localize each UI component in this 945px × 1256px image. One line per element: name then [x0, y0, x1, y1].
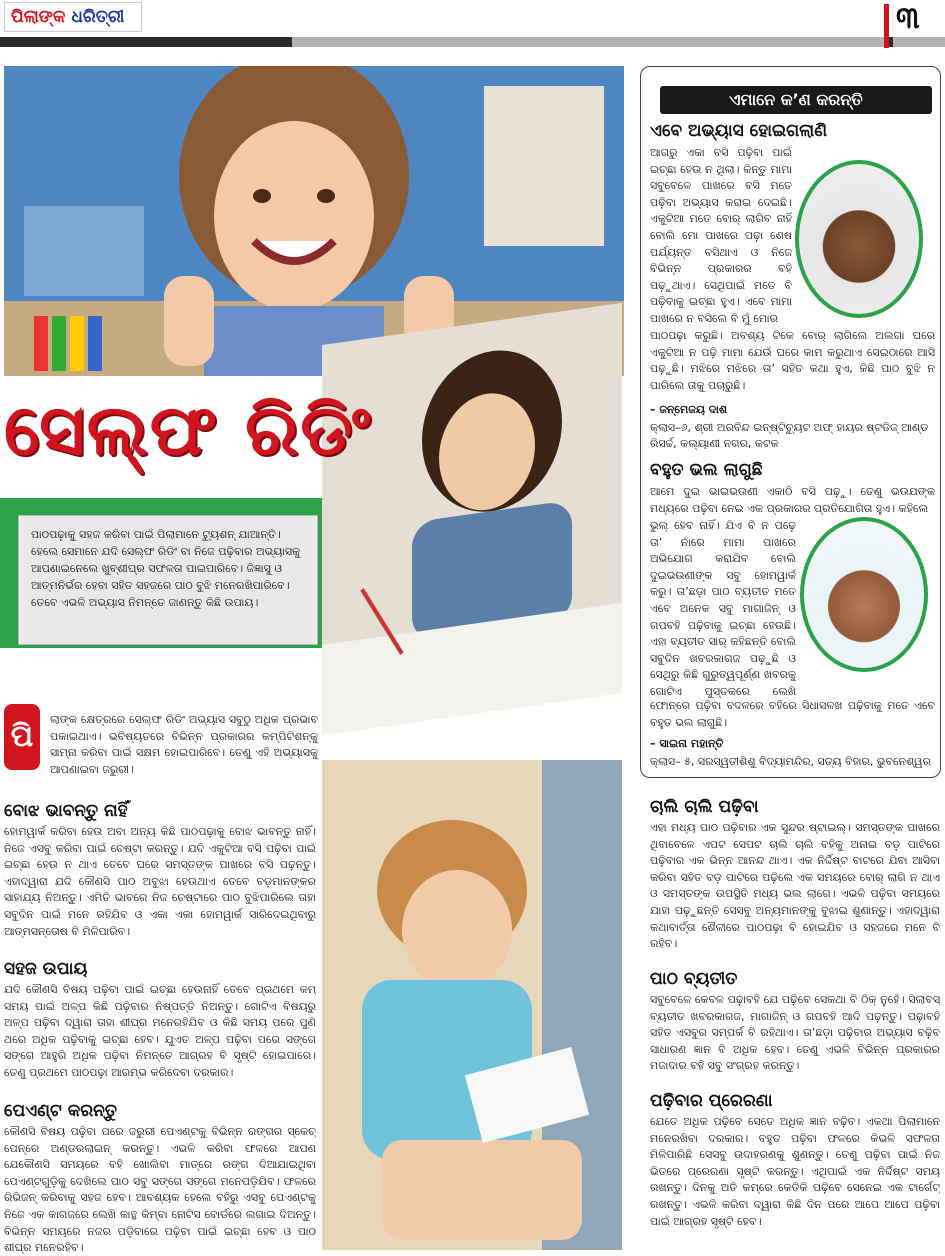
boy-portrait-photo [795, 160, 923, 318]
sidebar-item-detail: କ୍ଲାସ– ୫, ସରସ୍ୱତୀଶିଶୁ ବିଦ୍ୟାମନ୍ଦିର, ସତ୍ୟ ବିହାର, ଭୁବନେଶ୍ୱର [650, 755, 931, 768]
sidebar-item-text: ପାଠପଢ଼ା କରୁଛି। ଅବଶ୍ୟ ଟିକେ ବୋର୍ ଲାଗିଲେ ଅଲଗା ଘରେ ଏକୁଟିଆ ନ ପଢ଼ି ମାମା ଯେଉଁ ଘରେ କାମ କରୁଥାଏ ସେଇଠାରେ ଆସି ପଢ଼ୁଛି। ମଝିରେ ମଝିରେ ତା’ ସହିତ କଥା ହୁଏ, କିଛି ପାଠ ବୁଝି ନ ପାରିଲେ ତାକୁ ପଚାରୁଛି। [650, 329, 935, 392]
sidebar-item-detail: କ୍ଲାସ–୬, ଶ୍ରୀ ଅରବିନ୍ଦ ଇନ୍‌ଷ୍ଟିଚ୍ୟୁଟ ଅଫ୍ ହାୟର ଷ୍ଟଡିଜ୍ ଆଣ୍ଡ ରିସର୍ଚ୍ଚ, କଲ୍ୟାଣୀ ନଗର, କଟକ [650, 421, 929, 450]
boy-reading-illustration [322, 760, 622, 1250]
sidebar-item-title: ଏବେ ଅଭ୍ୟାସ ହୋଇଗଲାଣି [650, 121, 828, 141]
girl-writing-photo [322, 303, 622, 735]
section-heading: ସହଜ ଉପାୟ [4, 959, 88, 979]
drop-cap: ପି [4, 704, 40, 770]
section-heading: ଚାଲି ଚାଲି ପଢ଼ିବା [650, 797, 759, 817]
newspaper-logo [4, 2, 142, 32]
sidebar-heading: ଏମାନେ କ’ଣ କରନ୍ତି [660, 86, 932, 114]
sidebar-item-title: ବହୁତ ଭଲ ଲାଗୁଛି [650, 460, 763, 480]
section-text: ଏହା ମଧ୍ୟ ପାଠ ପଢ଼ିବାର ଏକ ସୁନ୍ଦର ଷ୍ଟାଇଲ୍। ସମସ୍ତଙ୍କ ପାଖରେ ଥିବାବେଳେ ଏପଟ ସେପଟ ଚାଲି ଚାଲି ବହିକୁ ଅନାଇ ବଡ଼ ପାଟିରେ ପଢ଼ିବାର ଏକ ଭିନ୍ନ ଆନନ୍ଦ ଥାଏ। ଏକ ନିର୍ଦ୍ଦିଷ୍ଟ ବାଟରେ ଯିବା ଆସିବା କରିବା ସହିତ ବଡ଼ ପାଟିରେ ପଢ଼ିଲେ ଏକ ସମୟରେ ବୋର୍ ଲାଗି ନ ଥାଏ ଓ ସମସ୍ତଙ୍କ ଉପସ୍ଥିତି ମଧ୍ୟ ଭଲ ଲାଗେ। ଏଭଳି ପଢ଼ିବା ସମୟରେ ଯାହା ପଢ଼ୁଛନ୍ତି ସେସବୁ ଅନ୍ୟମାନଙ୍କୁ ବୁଝାଇ ଶୁଣାନ୍ତୁ। ଏହାଦ୍ୱାରା କଥାବାର୍ତ୍ତା ଶୈଳୀରେ ପାଠପଢ଼ା ବି ହୋଇଯିବ ଓ ସହଜରେ ମନେ ବି ରହିବ। [650, 821, 940, 951]
sidebar-item-name: – ଜନ୍ମେଜୟ ଦାଶ [650, 403, 728, 416]
girl-writing-illustration [322, 303, 622, 735]
page-number: ୩ [896, 1, 920, 36]
logo-part1: ପିଲାଙ୍କ [11, 7, 66, 27]
logo-part2: ଧରିତ୍ରୀ [71, 7, 125, 27]
section-text: ହୋମୱାର୍କ କରିବା ହେଉ ଅବା ଅନ୍ୟ କିଛି ପାଠପଢ଼ାକୁ ବୋଝ ଭାବନ୍ତୁ ନାହିଁ। ନିଜେ ଏସବୁ କରିବା ପାଇଁ ଚେଷ୍ଟା କରନ୍ତୁ। ଯଦି ଏକୁଟିଆ ବସି ପଢ଼ିବା ପାଇଁ ଇଚ୍ଛା ହେଉ ନ ଥାଏ ତେବେ ଘରେ ସମସ୍ତଙ୍କ ପାଖରେ ବସି ପଢ଼ନ୍ତୁ। ଏହାଦ୍ୱାରା ଯଦି କୌଣସି ପାଠ ଅବୁଝା ହେଉଥାଏ ତେବେ ବଡ଼ମାନଙ୍କର ସାହାଯ୍ୟ ନିଅନ୍ତୁ। ଏମିତି ଭାବରେ ନିଜ ଚେଷ୍ଟାରେ ପାଠ ବୁଝିପାରିଲେ ତାହା ସବୁଦିନ ପାଇଁ ମନେ ରହିଯିବ ଓ ଏକା ଏକା ହୋମୱାର୍କ ସାରିଦେଇଥିବାରୁ ଆତ୍ମସନ୍ତୋଷ ବି ମିଳିପାରିବ। [4, 825, 316, 938]
section-text: ଯେତେ ଅଧିକ ପଢ଼ିବେ ସେତେ ଅଧିକ ଜ୍ଞାନ ବଢ଼ିବ। ଏକଥା ପିଲାମାନେ ମନେରଖିବା ଦରକାର। ବହୁତ ପଢ଼ିବା ଫଳରେ କିଭଳି ସଫଳତା ମିଳିପାରିଛି ସେସବୁ ଉଦାହରଣକୁ ଶୁଣନ୍ତୁ। ତେଣୁ ପଢ଼ିବା ପାଇଁ ନିଜ ଭିତରେ ପ୍ରେରଣା ସୃଷ୍ଟି କରନ୍ତୁ। ଏଥିପାଇଁ ଏକ ନିର୍ଦ୍ଦିଷ୍ଟ ସମୟ ରଖନ୍ତୁ। ଦିନକୁ ଅତି କମ୍‌ରେ କେତିକି ପଢ଼ିବେ ସେନେଇ ଏକ ଟାର୍ଗେଟ୍ ରଖନ୍ତୁ। ଏଭଳି କରିବା ଦ୍ୱାରା କିଛି ଦିନ ପରେ ଆପେ ଆପେ ପଢ଼ିବା ପାଇଁ ଆଗ୍ରହ ସୃଷ୍ଟି ହେବ। [650, 1115, 940, 1228]
intro-box: ପାଠପଢ଼ାକୁ ସହଜ କରିବା ପାଇଁ ପିଲାମାନେ ଟ୍ୟୁଶନ୍ ଯାଆନ୍ତି। ହେଲେ ସେମାନେ ଯଦି ସେଲ୍ଫ ରିଡିଂ ବା ନିଜେ ପଢ଼ିବାର ଅଭ୍ୟାସକୁ ଆପଣାଇନେଲେ ଖୁବ୍‌ଶୀଘ୍ର ସଫଳତା ପାଇପାରିବେ। ଜିଜ୍ଞାସୁ ଓ ଆତ୍ମନିର୍ଭର ହେବା ସହିତ ସହଜରେ ପାଠ ବୁଝି ମନେରଖିପାରିବେ। ତେବେ ଏଭଳି ଅଭ୍ୟାସ ନିମନ୍ତେ ଜାଣନ୍ତୁ କିଛି ଉପାୟ। [18, 515, 318, 645]
section-heading: ପାଠ ବ୍ୟତୀତ [650, 969, 738, 989]
section-text: କୌଣସି ବିଷୟ ପଢ଼ିବା ପରେ ଜରୁରୀ ପେଏଣ୍ଟକୁ ବିଭିନ୍ନ ରଙ୍ଗର ସ୍କେଚ୍ ପେନ୍‌ରେ ଅଣ୍ଡରଲାଇନ୍ କରନ୍ତୁ। ଏଭଳି କରିବା ଫଳରେ ଆପଣ ଯେକୌଣସି ସମୟରେ ବହି ଖୋଲିବା ମାତ୍ରେ ରଙ୍ଗ ଦିଆଯାଇଥିବା ପେଏଣ୍ଟଗୁଡ଼ିକୁ ଦେଖିଲେ ପାଠ ସବୁ ସଙ୍ଗେ ସଙ୍ଗେ ମନେପଡ଼ିଯିବ। ଫଳରେ ରିଭିଜନ୍ କରିବାକୁ ସହଜ ହେବ। ଆବଶ୍ୟକ ହେଲେ ବହିରୁ ଏସବୁ ପେଏଣ୍ଟକୁ ନିଜେ ଏକ କାଗଜରେ ଲେଖି କାନ୍ଥ କିମ୍ବା ନୋଟିସ ବୋର୍ଡରେ ଲଗାଇ ଦିଅନ୍ତୁ। ବିଭିନ୍ନ ସମୟରେ ନଜର ପଡ଼ିବାରେ ପଢ଼ିବା ପାଇଁ ଇଚ୍ଛା ହେବ ଓ ପାଠ ଶୀଘ୍ର ମନେରହିବ। [4, 1125, 316, 1254]
section-text: ଯଦି କୌଣସି ବିଷୟ ପଢ଼ିବା ପାଇଁ ଇଚ୍ଛା ହେଉନାହିଁ ତେବେ ପ୍ରଥମେ କମ୍ ସମୟ ପାଇଁ ଅଳ୍ପ କିଛି ପଢ଼ିବାର ନିଷ୍ପତ୍ତି ନିଅନ୍ତୁ। ଗୋଟିଏ ବିଷୟରୁ ଅଳ୍ପ ପଢ଼ିବା ଦ୍ୱାରା ତାହା ଶୀଘ୍ର ମନେରହିଯିବ ଓ କିଛି ସମୟ ପରେ ପୁଣି ଥରେ ଅଧିକ ପଢ଼ିବାକୁ ଇଚ୍ଛା ହେବ। ଯୁଏତ ଅଳ୍ପ ପଢ଼ିବା ପରେ ସଙ୍ଗେ ସଙ୍ଗେ ଆହୁରି ଅଧିକ ପଢ଼ିବା ନିମନ୍ତେ ଆଗ୍ରହ ବି ସୃଷ୍ଟି ହୋଇପାରେ। ତେଣୁ ପ୍ରଥମେ ପାଠପଢ଼ା ଆରମ୍ଭ କରିଦେବା ଦରକାର। [4, 983, 316, 1079]
header-rule-grey [292, 37, 884, 47]
header-rule-grey-right [893, 37, 945, 47]
section-heading: ପଢ଼ିବାର ପ୍ରେରଣା [650, 1091, 773, 1111]
sidebar-item-name: – ସାଇନା ମହାନ୍ତି [650, 737, 724, 750]
section-heading: ବୋଝ ଭାବନ୍ତୁ ନାହିଁ [4, 801, 128, 821]
sidebar-item-text: ଆଗରୁ ଏକା ବସି ପଢ଼ିବା ପାଇଁ ଇଚ୍ଛା ହେଉ ନ ଥିଲା। କିନ୍ତୁ ମାମା ସବୁବେଳେ ପାଖରେ ବସି ମତେ ପଢ଼ିବା ଅଭ୍ୟାସ କରାଇ ଦେଇଛି। ଏକୁଟିଆ ମତେ ବୋର୍ ଲାଗିବ ନାହିଁ ବୋଲି ମୋ ପାଖରେ ପଢ଼ା ଶେଷ ପର୍ଯ୍ୟନ୍ତ ବସିଥାଏ ଓ ନିଜେ ବିଭିନ୍ନ ପ୍ରକାରର ବହି ପଢ଼ୁଥାଏ। ସେଥିପାଇଁ ମତେ ବି ପଢ଼ିବାକୁ ଇଚ୍ଛା ହୁଏ। ଏବେ ମାମା ପାଖରେ ନ ବସିଲେ ବି ମୁଁ ମୋର [650, 146, 792, 325]
boy-reading-photo [322, 760, 622, 1250]
section-heading: ପେଏଣ୍ଟ କରନ୍ତୁ [4, 1101, 118, 1121]
section-text: ସବୁବେଳେ କେବଳ ପଢ଼ାବହି ଯେ ପଢ଼ିବେ ସେକଥା ବି ଠିକ୍ ନୁହେଁ। ସିଲାବସ୍ ବ୍ୟତୀତ ଖବରକାଗଜ, ମାଗାଜିନ୍ ଓ ଗପବହି ଆଦି ପଢ଼ନ୍ତୁ। ପଢ଼ାବହି ସହିତ ଏସବୁର ସମ୍ପର୍କ ବି ରହିଥାଏ। ତା’ଛଡ଼ା ପଢ଼ିବାର ଅଭ୍ୟାସ ବଢ଼ିବ ସାଧାରଣ ଜ୍ଞାନ ବି ଅଧିକ ହେବ। ତେଣୁ ଏଭଳି ବିଭିନ୍ନ ପ୍ରକାରର ମଜାଦାର ବହି ସବୁ ସଂଗ୍ରହ କରନ୍ତୁ। [650, 993, 940, 1073]
girl-portrait-photo [800, 517, 928, 672]
lead-paragraph: ଲାଙ୍କ କ୍ଷେତ୍ରରେ ସେଲ୍ଫ ରିଡିଂ ଅଭ୍ୟାସ ସବୁଠୁ ଅଧିକ ପ୍ରଭାବ ପକାଇଥାଏ। ଭବିଷ୍ୟତରେ ବିଭିନ୍ନ ପ୍ରକାରର କମ୍ପିଟିଶନ୍‌କୁ ସାମ୍ନା କରିବା ପାଇଁ ସକ୍ଷମ ହୋଇପାରିବେ। ତେଣୁ ଏହି ଅଭ୍ୟାସକୁ ଆପଣାଇବା ଜରୁରୀ। [50, 713, 318, 776]
sidebar-item-text: ଆମେ ଦୁଇ ଭାଇଭଉଣୀ ଏକାଠି ବସି ପଢ଼ୁ। ତେଣୁ ଭଉଯଙ୍କ ମଧ୍ୟରେ ପଢ଼ିବା ନେଇ ଏକ ପ୍ରକାରର ପ୍ରତିଯୋଗିତା ହୁଏ। କହିଲେ [650, 485, 935, 515]
page-number-rule [884, 4, 889, 48]
sidebar-item-text: ଭୁଲ୍ ହେବ ନାହିଁ। ଯିଏ ବି ନ ପଢ଼େ ତା’ ନାଁରେ ମାମା ପାଖରେ ଅଭିଯୋଗ କରାଯିବ ବୋଲି ଦୁଇଭଉଣୀଙ୍କ ସବୁ ହୋମୱାର୍କ କରୁ। ତା’ଛଡ଼ା ପାଠ ବ୍ୟତୀତ ମତେ ଏବେ ଅନେକ ସବୁ ମାଗାଜିନ୍ ଓ ଗପବହି ପଢ଼ିବାକୁ ଇଚ୍ଛା ହେଉଛି। ଏହା ବ୍ୟତୀତ ସାର୍ କହିଛନ୍ତି ବୋଲି ସବୁଦିନ ଖବରକାଗଜ ପଢ଼ୁଛି ଓ ସେଥିରୁ କିଛି ଗୁରୁତ୍ୱପୂର୍ଣ୍ଣ ଖବରକୁ ଗୋଟିଏ ପୁସ୍ତକରେ ଲେଖି [650, 519, 796, 698]
sidebar-item-text: ଫୋନ୍‌ରେ ପଢ଼ିବା ବଦଳରେ ବହିରେ ସିଧାସଳଖ ପଢ଼ିବାକୁ ମତେ ଏବେ ବହୁତ ଭଲ ଲାଗୁଛି। [650, 699, 935, 729]
page-title: ସେଲ୍ଫ ରିଡିଂ [4, 389, 373, 471]
